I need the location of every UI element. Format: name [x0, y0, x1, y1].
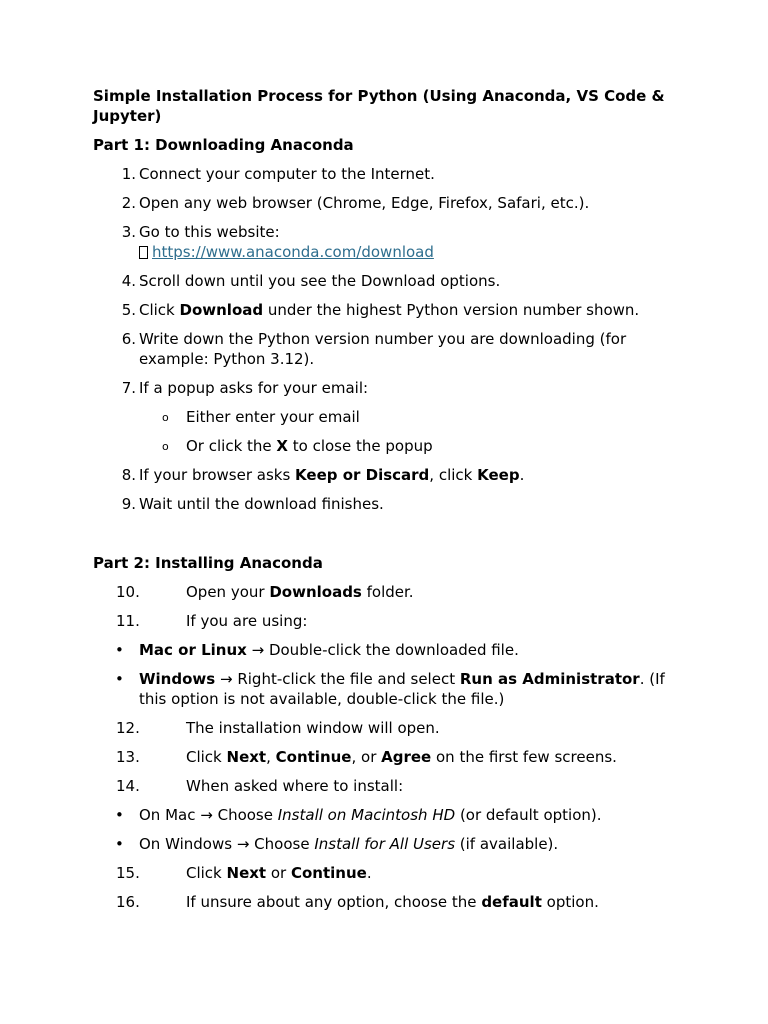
anaconda-download-link[interactable]: https://www.anaconda.com/download [152, 243, 434, 261]
list-item [93, 378, 673, 398]
text-run: folder. [361, 583, 414, 601]
step-text [186, 747, 673, 767]
sub-text: Either enter your email [186, 408, 360, 426]
bullet-item [93, 669, 673, 709]
bullet-item [93, 805, 673, 825]
list-item [93, 271, 673, 291]
step-text: When asked where to install: [186, 777, 404, 795]
text-run: under the highest Python version number shown. [263, 301, 640, 319]
text-run: On Mac [139, 806, 196, 824]
bold-run: Run as Administrator [459, 670, 640, 688]
bold-run: X [276, 437, 288, 455]
list-item [93, 222, 673, 262]
step-text [186, 863, 673, 883]
text-run: Double-click the downloaded file. [264, 641, 519, 659]
document-title: Simple Installation Process for Python (Using Anaconda, VS Code & Jupyter) [93, 87, 665, 125]
text-run: , or [351, 748, 382, 766]
list-item [93, 193, 673, 213]
arrow-icon: → [200, 806, 213, 824]
list-item [93, 611, 673, 631]
sub-list-item [93, 407, 673, 427]
part2-heading: Part 2: Installing Anaconda [93, 554, 323, 572]
step-text [139, 300, 673, 320]
step-text: Scroll down until you see the Download options. [139, 272, 501, 290]
bold-run: default [481, 893, 542, 911]
step-number: 6. [121, 330, 136, 348]
list-item [93, 776, 673, 796]
text-run: option. [541, 893, 599, 911]
text-run: Right-click the file and select [232, 670, 460, 688]
step-text [139, 222, 673, 262]
bullet-marker: • [115, 670, 124, 688]
step-number: 15. [116, 864, 140, 882]
sub-text [186, 436, 673, 456]
list-item [93, 892, 673, 912]
bold-run: Keep [477, 466, 520, 484]
step-number: 13. [116, 748, 140, 766]
step-number: 3. [121, 223, 136, 241]
bold-run: Agree [381, 748, 432, 766]
bullet-text [139, 805, 673, 825]
bold-run: Download [179, 301, 264, 319]
arrow-icon: → [251, 641, 265, 659]
list-item [93, 329, 673, 369]
step-text: Open any web browser (Chrome, Edge, Firefox, Safari, etc.). [139, 194, 590, 212]
part1-heading: Part 1: Downloading Anaconda [93, 136, 354, 154]
arrow-icon: → [236, 835, 250, 853]
text-run: Choose [249, 835, 315, 853]
step-number: 7. [121, 379, 136, 397]
step-text [186, 892, 673, 912]
text-run: . [366, 864, 372, 882]
text-run: . [519, 466, 525, 484]
text-run: Open your [186, 583, 270, 601]
bullet-marker: • [115, 641, 124, 659]
step-label: Go to this website: [139, 223, 280, 241]
text-run: (or default option). [455, 806, 602, 824]
text-run: to close the popup [288, 437, 433, 455]
step-number: 10. [116, 583, 140, 601]
step-number: 11. [116, 612, 140, 630]
list-item [93, 465, 673, 485]
text-run: (if available). [455, 835, 559, 853]
sub-list-item [93, 436, 673, 456]
list-item [93, 494, 673, 514]
bullet-text [139, 669, 673, 709]
bold-run: Continue [275, 748, 352, 766]
bold-run: Keep or Discard [295, 466, 430, 484]
step-number: 16. [116, 893, 140, 911]
bold-run: Next [226, 748, 267, 766]
document-page [93, 86, 673, 921]
step-number: 2. [121, 194, 136, 212]
list-item [93, 718, 673, 738]
bullet-marker: • [115, 806, 124, 824]
bullet-text [139, 640, 673, 660]
text-run: If unsure about any option, choose the [186, 893, 482, 911]
text-run: . (If this option is not available, double-click the file.) [139, 670, 665, 708]
text-run: or [266, 864, 291, 882]
step-text: If a popup asks for your email: [139, 379, 369, 397]
list-item [93, 863, 673, 883]
text-run: On Windows [139, 835, 233, 853]
step-number: 1. [121, 165, 136, 183]
bullet-item [93, 834, 673, 854]
step-text: Connect your computer to the Internet. [139, 165, 435, 183]
step-number: 4. [121, 272, 136, 290]
step-text: Write down the Python version number you are downloading (for example: Python 3.12). [139, 330, 627, 368]
italic-run: Install for All Users [314, 835, 456, 853]
text-run: Choose [212, 806, 278, 824]
step-number: 9. [121, 495, 136, 513]
step-number: 8. [121, 466, 136, 484]
link-glyph-icon [139, 246, 148, 259]
sub-marker: o [162, 440, 169, 453]
text-run: Click [186, 748, 227, 766]
step-text [186, 582, 673, 602]
text-run: , [266, 748, 276, 766]
bold-run: Next [226, 864, 267, 882]
sub-marker: o [162, 411, 169, 424]
text-run: on the first few screens. [431, 748, 617, 766]
step-text: Wait until the download finishes. [139, 495, 384, 513]
bullet-text [139, 834, 673, 854]
bullet-marker: • [115, 835, 124, 853]
text-run: , click [429, 466, 478, 484]
list-item [93, 164, 673, 184]
step-number: 12. [116, 719, 140, 737]
italic-run: Install on Macintosh HD [277, 806, 456, 824]
bold-run: Downloads [269, 583, 362, 601]
list-item [93, 300, 673, 320]
step-text: The installation window will open. [186, 719, 440, 737]
step-number: 14. [116, 777, 140, 795]
arrow-icon: → [219, 670, 233, 688]
bold-run: Mac or Linux [139, 641, 247, 659]
text-run: Or click the [186, 437, 277, 455]
bullet-item [93, 640, 673, 660]
bold-run: Windows [139, 670, 216, 688]
text-run: Click [139, 301, 180, 319]
step-text: If you are using: [186, 612, 308, 630]
list-item [93, 582, 673, 602]
step-text [139, 465, 673, 485]
bold-run: Continue [290, 864, 367, 882]
text-run: Click [186, 864, 227, 882]
step-number: 5. [121, 301, 136, 319]
text-run: If your browser asks [139, 466, 296, 484]
list-item [93, 747, 673, 767]
